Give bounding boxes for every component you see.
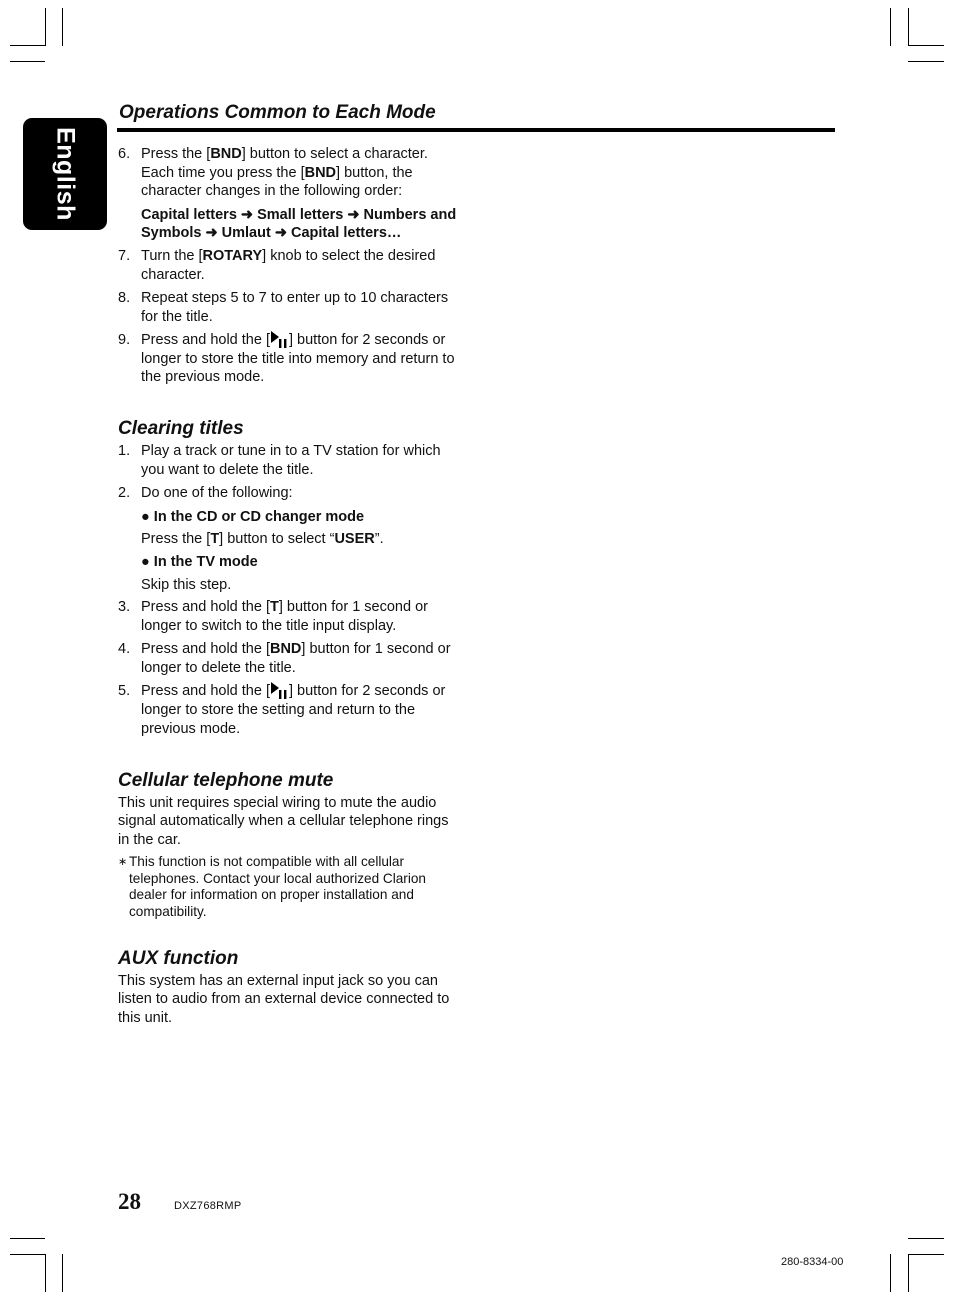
step-text: Press the [ — [141, 531, 211, 548]
crop-mark — [10, 45, 45, 46]
tv-mode-text: Skip this step. — [141, 576, 232, 593]
step-number: 8. — [118, 289, 131, 306]
crop-mark — [908, 61, 944, 62]
step-number: 3. — [118, 599, 131, 616]
user-value: USER — [334, 531, 375, 548]
cellular-note — [118, 854, 463, 921]
aux-function-heading: AUX function — [118, 947, 239, 969]
crop-mark — [45, 1254, 46, 1292]
step-text: ] button for 1 second or longer to delete the title. — [141, 641, 451, 676]
crop-mark — [908, 1238, 944, 1239]
step-8 — [118, 289, 463, 326]
step-text: Do one of the following: — [141, 485, 293, 502]
clear-step-2 — [118, 484, 463, 503]
key-bnd: BND — [304, 164, 337, 181]
key-t: T — [269, 599, 279, 616]
document-code: 280-8334-00 — [781, 1256, 844, 1268]
step-text: ] button for 2 seconds or longer to store the setting and return to the previous mode. — [141, 683, 446, 737]
crop-mark — [62, 8, 63, 46]
step-number: 6. — [118, 146, 131, 162]
clear-step-1 — [118, 442, 463, 479]
cellular-mute-text: This unit requires special wiring to mute the audio signal automatically when a cellular telephone rings in the car. — [118, 794, 449, 849]
cd-mode-bullet: ● In the CD or CD changer mode — [141, 508, 365, 525]
step-text: Press and hold the [ — [141, 599, 270, 616]
crop-mark — [908, 1254, 944, 1255]
model-number: DXZ768RMP — [174, 1200, 242, 1212]
step-number: 1. — [118, 443, 131, 460]
clear-step-5 — [118, 682, 463, 738]
step-number: 4. — [118, 641, 131, 658]
cd-mode-text — [118, 530, 463, 549]
key-rotary: ROTARY — [202, 248, 263, 265]
step-number: 2. — [118, 485, 131, 502]
page-number: 28 — [118, 1189, 141, 1214]
step-number: 7. — [118, 248, 131, 265]
note-text: This function is not compatible with all cellular telephones. Contact your local authorized Clarion dealer for information on proper installation and compatibility. — [129, 853, 426, 919]
key-bnd: BND — [269, 641, 302, 658]
crop-mark — [10, 1254, 45, 1255]
character-order: Capital letters ➜ Small letters ➜ Numbers and Symbols ➜ Umlaut ➜ Capital letters… — [141, 206, 457, 242]
step-text: Turn the [ — [141, 248, 203, 265]
step-text: ] button to select “ — [219, 531, 335, 548]
step-6 — [118, 145, 463, 201]
step-text: ] knob to select the desired character. — [141, 248, 436, 283]
step-number: 9. — [118, 331, 131, 348]
main-column — [118, 145, 463, 1028]
step-text: Press and hold the [ — [141, 683, 270, 700]
tv-mode-bullet: ● In the TV mode — [141, 553, 258, 570]
step-text: ] button for 1 second or longer to switch to the title input display. — [141, 599, 428, 635]
step-text: ] button, the character changes in the following order: — [141, 164, 413, 200]
crop-mark — [908, 8, 909, 46]
step-text: ] button to select a character. Each time you press the [ — [141, 146, 428, 181]
step-text: Repeat steps 5 to 7 to enter up to 10 characters for the title. — [141, 289, 449, 325]
crop-mark — [45, 8, 46, 46]
step-text: Press and hold the [ — [141, 641, 270, 658]
key-t: T — [210, 531, 220, 548]
clearing-titles-heading: Clearing titles — [118, 418, 244, 440]
section-rule — [117, 128, 835, 132]
language-tab-label: English — [51, 127, 80, 221]
clear-step-3 — [118, 598, 463, 635]
crop-mark — [890, 1254, 891, 1292]
section-title: Operations Common to Each Mode — [119, 102, 436, 123]
step-9 — [118, 331, 463, 387]
step-7 — [118, 247, 463, 284]
step-text: Play a track or tune in to a TV station for which you want to delete the title. — [141, 443, 441, 479]
step-text: ] button for 2 seconds or longer to store the title into memory and return to the previous mode. — [141, 331, 455, 386]
crop-mark — [10, 61, 45, 62]
cellular-mute-heading: Cellular telephone mute — [118, 769, 334, 791]
step-text: Press and hold the [ — [141, 331, 270, 348]
step-text: ”. — [374, 531, 384, 548]
crop-mark — [908, 45, 944, 46]
play-pause-icon — [270, 682, 289, 699]
step-text: Press the [ — [141, 146, 211, 162]
clear-step-4 — [118, 640, 463, 677]
crop-mark — [908, 1254, 909, 1292]
aux-function-text: This system has an external input jack so you can listen to audio from an external device connected to this unit. — [118, 972, 450, 1027]
crop-mark — [890, 8, 891, 46]
crop-mark — [62, 1254, 63, 1292]
key-bnd: BND — [210, 146, 242, 162]
step-number: 5. — [118, 683, 131, 700]
crop-mark — [10, 1238, 45, 1239]
play-pause-icon — [270, 331, 289, 348]
note-asterisk: ∗ — [118, 855, 128, 868]
